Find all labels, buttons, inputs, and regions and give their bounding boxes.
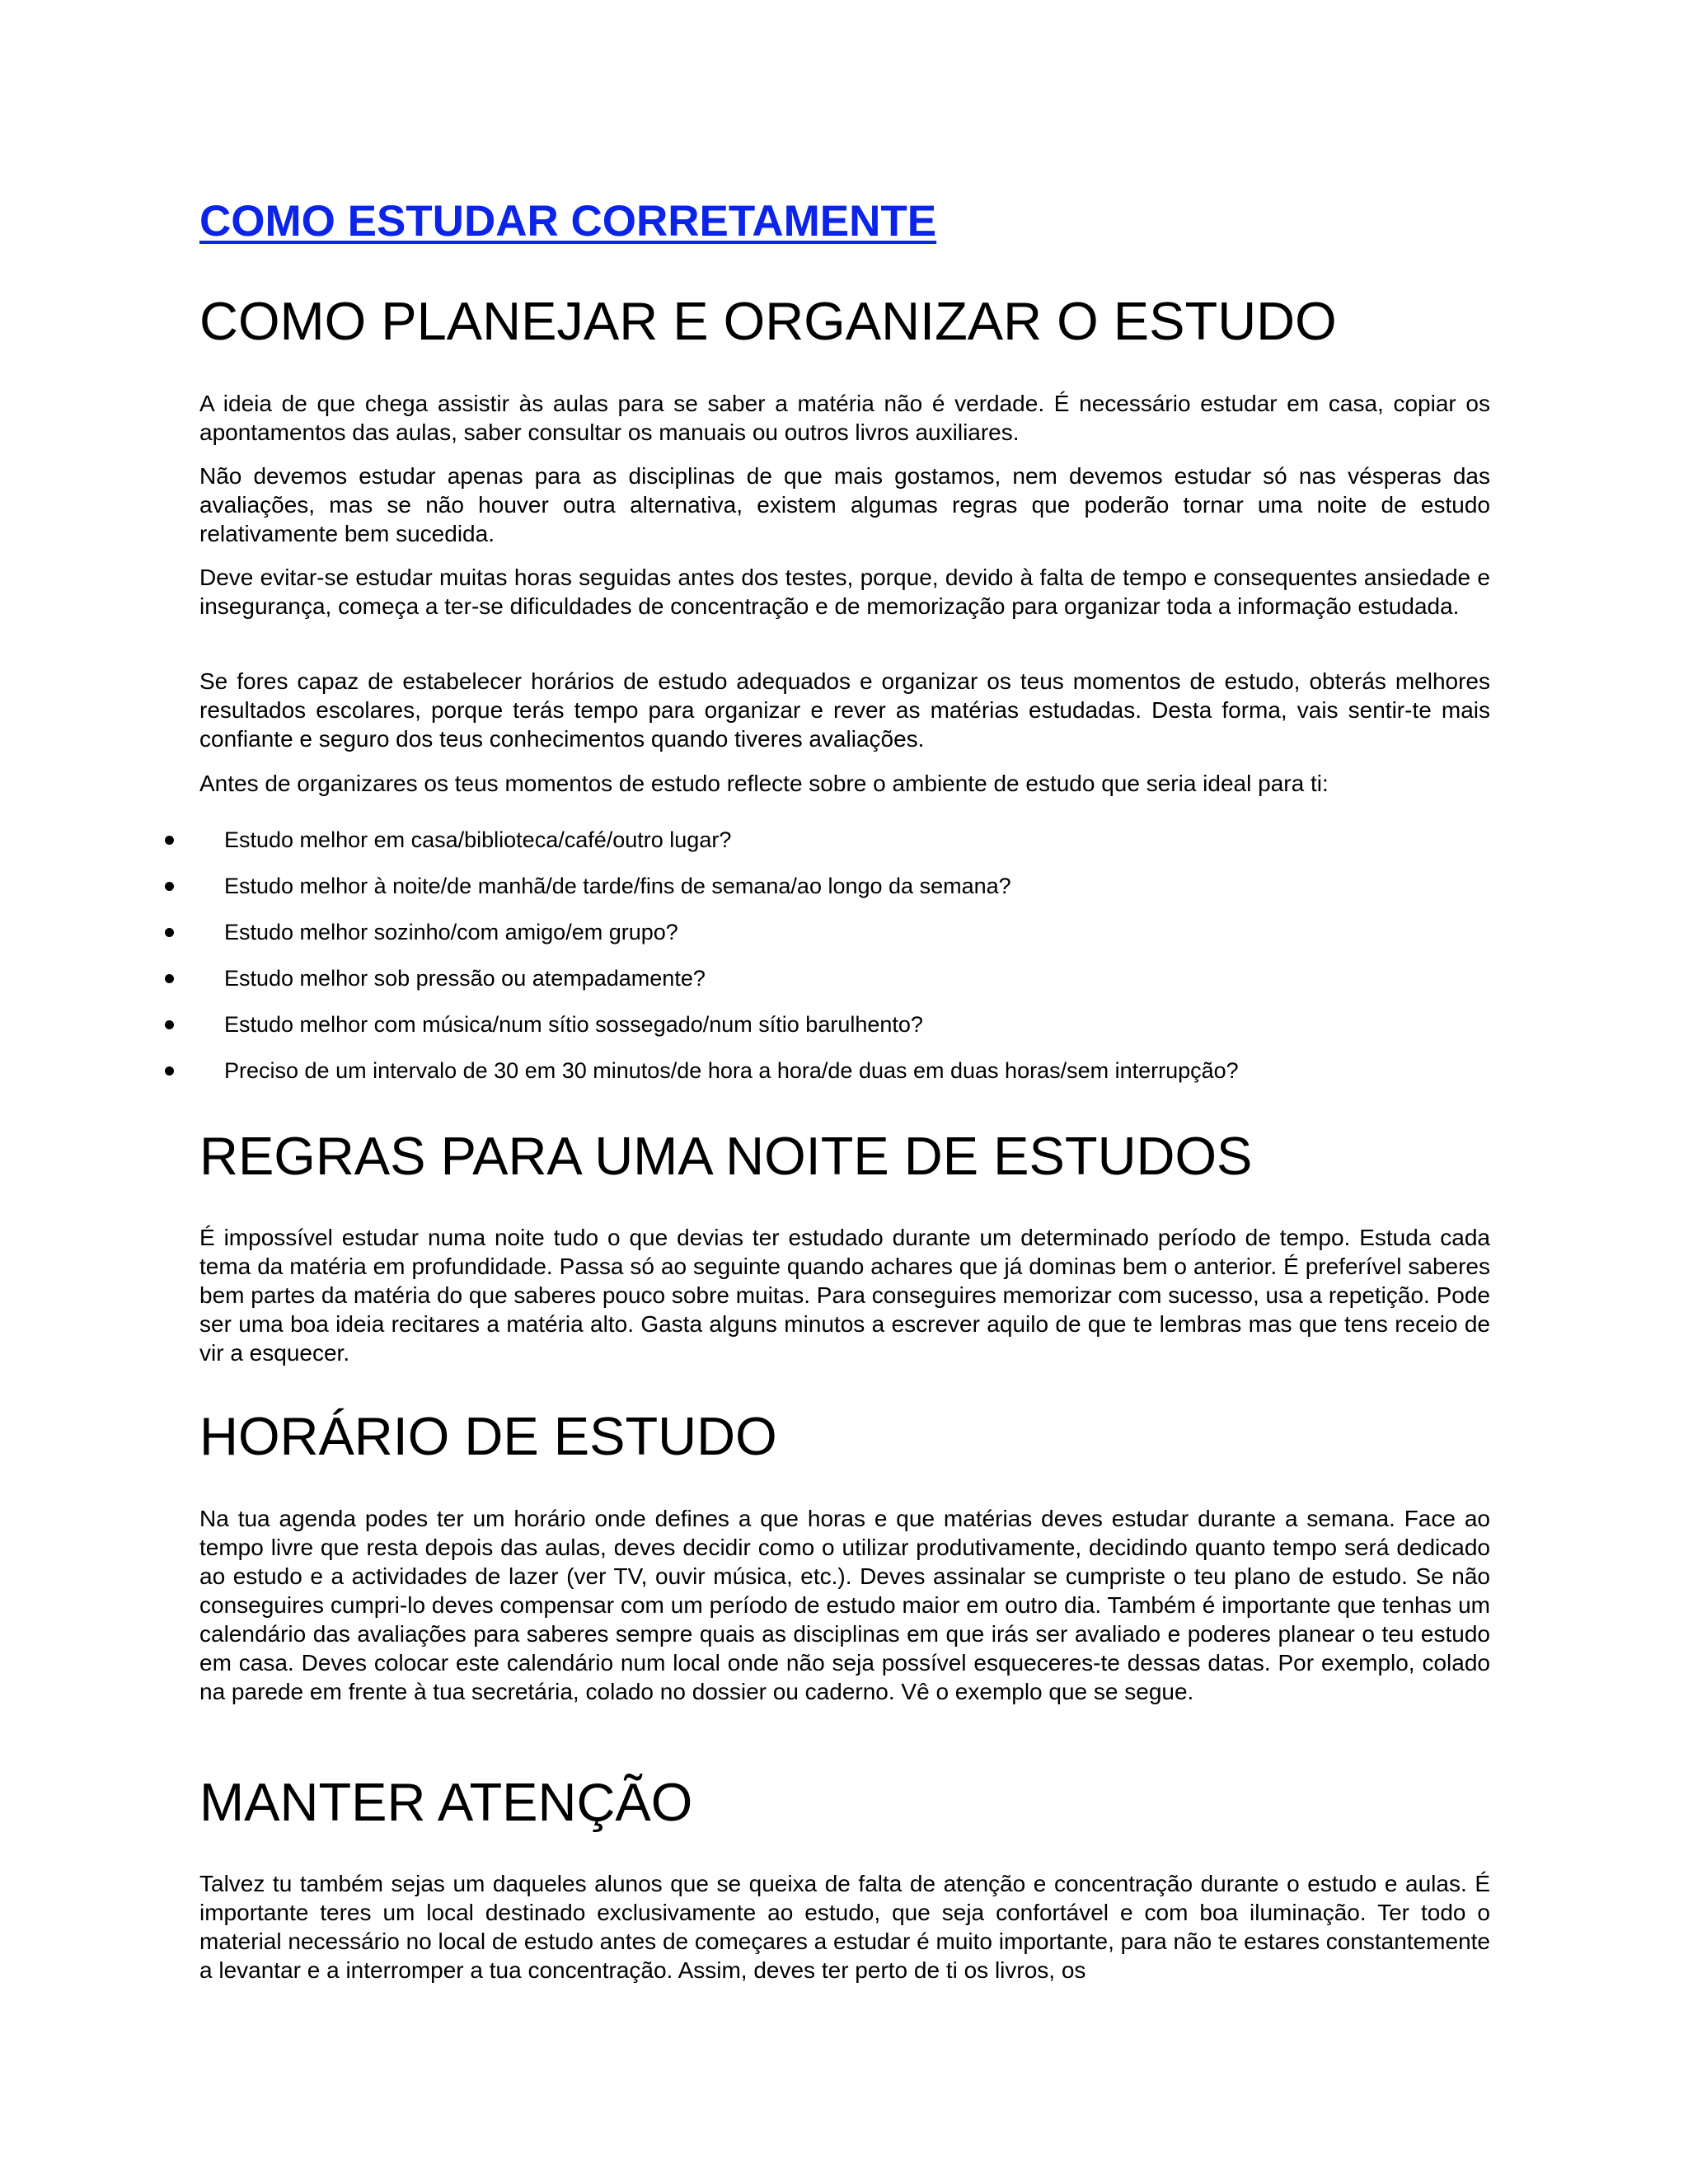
paragraph-planejar-1: A ideia de que chega assistir às aulas para se saber a matéria não é verdade. É necessário estudar em casa, copiar os apontamentos das aulas, saber consultar os manuais ou outros livros auxiliares. (199, 391, 1490, 445)
paragraph-horario: Na tua agenda podes ter um horário onde defines a que horas e que matérias deves estudar durante a semana. Face ao tempo livre que resta depois das aulas, deves decidir como o utilizar produtivamente, decidindo quanto tempo será dedicado ao estudo e a actividades de lazer (ver TV, ouvir música, etc.). Deves assinalar se cumpriste o teu plano de estudo. Se não conseguires cumpri-lo deves compensar com um período de estudo maior em outro dia. Também é importante que tenhas um calendário das avaliações para saberes sempre quais as disciplinas em que irás ser avaliado e poderes planear o teu estudo em casa. Deves colocar este calendário num local onde não seja possível esqueceres-te dessas datas. Por exemplo, colado na parede em frente à tua secretária, colado no dossier ou caderno. Vê o exemplo que se segue. (199, 1506, 1490, 1704)
bullet-icon (165, 882, 174, 891)
paragraph-planejar-4: Se fores capaz de estabelecer horários de estudo adequados e organizar os teus momentos de estudo, obterás melhores resultados escolares, porque terás tempo para organizar e rever as matérias estudadas. Desta forma, vais sentir-te mais confiante e seguro dos teus conhecimentos quando tiveres avaliações. (199, 668, 1490, 752)
document-title-link[interactable]: COMO ESTUDAR CORRETAMENTE (199, 197, 937, 246)
list-item-text: Estudo melhor à noite/de manhã/de tarde/fins de semana/ao longo da semana? (224, 874, 1011, 898)
paragraph-planejar-2: Não devemos estudar apenas para as disciplinas de que mais gostamos, nem devemos estudar só nas vésperas das avaliações, mas se não houver outra alternativa, existem algumas regras que poderão tornar uma noite de estudo relativamente bem sucedida. (199, 463, 1490, 546)
heading-horario: HORÁRIO DE ESTUDO (199, 1406, 777, 1466)
heading-regras: REGRAS PARA UMA NOITE DE ESTUDOS (199, 1126, 1253, 1186)
list-item-text: Preciso de um intervalo de 30 em 30 minutos/de hora a hora/de duas em duas horas/sem interrupção? (224, 1058, 1239, 1083)
list-item-text: Estudo melhor em casa/biblioteca/café/outro lugar? (224, 827, 732, 852)
heading-atencao: MANTER ATENÇÃO (199, 1772, 693, 1832)
bullet-icon (165, 1066, 174, 1076)
paragraph-planejar-3: Deve evitar-se estudar muitas horas seguidas antes dos testes, porque, devido à falta de tempo e consequentes ansiedade e insegurança, começa a ter-se dificuldades de concentração e de memorização para organizar toda a informação estudada. (199, 565, 1490, 619)
list-item-text: Estudo melhor sob pressão ou atempadamente? (224, 966, 706, 991)
bullet-icon (165, 1020, 174, 1029)
bullet-icon (165, 836, 174, 845)
list-item-text: Estudo melhor sozinho/com amigo/em grupo? (224, 920, 678, 944)
paragraph-regras: É impossível estudar numa noite tudo o que devias ter estudado durante um determinado período de tempo. Estuda cada tema da matéria em profundidade. Passa só ao seguinte quando achares que já dominas bem o anterior. É preferível saberes bem partes da matéria do que saberes pouco sobre muitas. Para conseguires memorizar com sucesso, usa a repetição. Pode ser uma boa ideia recitares a matéria alto. Gasta alguns minutos a escrever aquilo de que te lembras mas que tens receio de vir a esquecer. (199, 1225, 1490, 1366)
paragraph-atencao: Talvez tu também sejas um daqueles alunos que se queixa de falta de atenção e concentração durante o estudo e aulas. É importante teres um local destinado exclusivamente ao estudo, que seja confortável e com boa iluminação. Ter todo o material necessário no local de estudo antes de começares a estudar é muito importante, para não te estares constantemente a levantar e a interromper a tua concentração. Assim, deves ter perto de ti os livros, os (199, 1871, 1490, 1983)
heading-planejar: COMO PLANEJAR E ORGANIZAR O ESTUDO (199, 291, 1337, 351)
list-item-text: Estudo melhor com música/num sítio sossegado/num sítio barulhento? (224, 1012, 923, 1037)
paragraph-planejar-5: Antes de organizares os teus momentos de estudo reflecte sobre o ambiente de estudo que seria ideal para ti: (199, 771, 1329, 796)
bullet-icon (165, 974, 174, 983)
bullet-icon (165, 928, 174, 937)
